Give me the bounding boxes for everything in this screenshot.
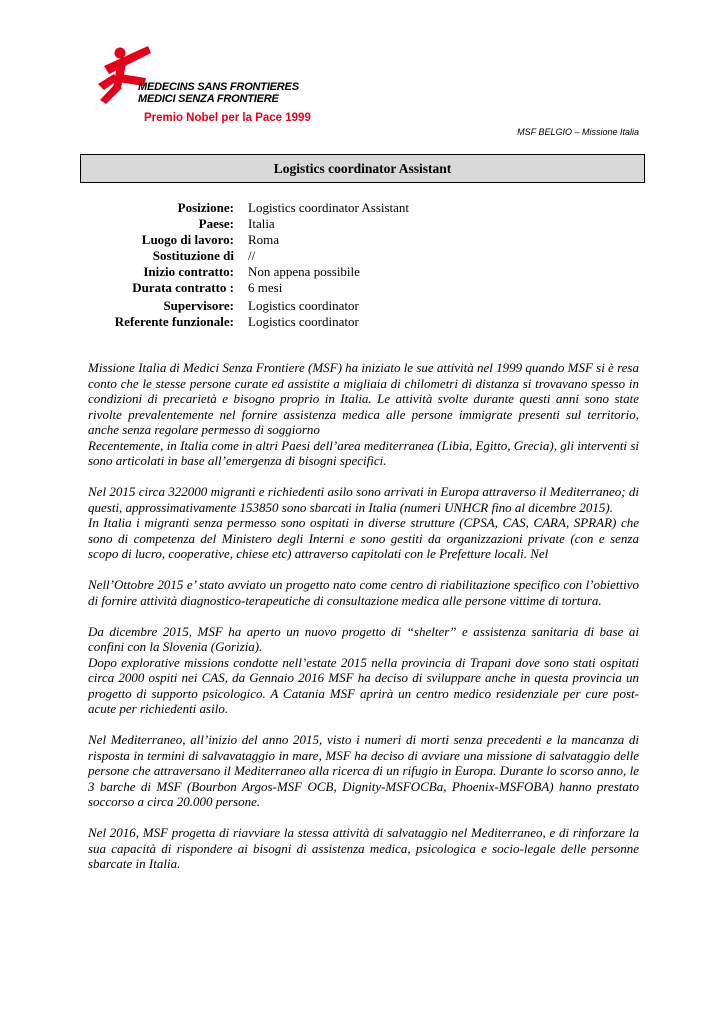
- info-value: Non appena possibile: [248, 264, 360, 279]
- info-row-country: [0, 216, 725, 232]
- paragraph: Missione Italia di Medici Senza Frontiere (MSF) ha iniziato le sue attività nel 1999 quando MSF si è resa conto che le stesse persone curate ed assistite a migliaia di chilometri di distanza si trovavano spesso in condizioni di precarietà e bisogno proprio in Italia. Le attività svolte durante questi anni sono state rivolte prevalentemente nel fornire assistenza medica alle persone immigrate presenti sul territorio, anche senza regolare permesso di soggiorno: [88, 360, 639, 437]
- info-value: Logistics coordinator Assistant: [248, 200, 410, 215]
- paragraph: Nel Mediterraneo, all’inizio del anno 2015, visto i numeri di morti senza precedenti e la mancanza di risposta in termini di salvavataggio in mare, MSF ha deciso di avviare una missione di salvataggio delle persone che attraversano il Mediterraneo alla ricerca di un rifugio in Europa. Durante lo scorso anno, le 3 barche di MSF (Bourbon Argos-MSF OCB, Dignity-MSFOCBa, Phoenix-MSFOBA) hanno prestato soccorso a circa 20.000 persone.: [88, 732, 639, 809]
- info-value: Roma: [248, 232, 280, 247]
- logo-nobel-text: Premio Nobel per la Pace 1999: [144, 112, 311, 124]
- paragraph: Nel 2016, MSF progetta di riavviare la stessa attività di salvataggio nel Mediterraneo, e di rinforzare la sua capacità di rispondere ai bisogni di assistenza medica, psicologica e socio-legale delle personne sbarcate in Italia.: [88, 825, 639, 871]
- logo-line-2: MEDICI SENZA FRONTIERE: [138, 93, 279, 105]
- info-row-duration: [0, 280, 725, 296]
- header-mission-label: MSF BELGIO – Missione Italia: [517, 127, 639, 137]
- paragraph: Dopo explorative missions condotte nell’estate 2015 nella provincia di Trapani dove sono stati ospitati circa 2000 ospiti nei CAS, da Gennaio 2016 MSF ha deciso di sviluppare anche in questa provincia un progetto di supporto psicologico. A Catania MSF aprirà un centro medico residenziale per cure post-acute per richiedenti asilo.: [88, 654, 639, 716]
- info-label: Supervisore:: [163, 298, 234, 313]
- document-title: Logistics coordinator Assistant: [273, 160, 452, 176]
- job-info-table: [0, 200, 725, 330]
- info-label: Durata contratto :: [132, 280, 234, 295]
- info-value: Italia: [248, 216, 275, 231]
- info-value: Logistics coordinator: [248, 314, 359, 329]
- info-label: Luogo di lavoro:: [141, 232, 234, 247]
- info-value: //: [248, 248, 256, 263]
- info-value: Logistics coordinator: [248, 298, 359, 313]
- info-row-position: [0, 200, 725, 216]
- info-label: Posizione:: [177, 200, 234, 215]
- info-label: Referente funzionale:: [114, 314, 234, 329]
- info-row-supervisor: [0, 298, 725, 314]
- body-text: [88, 360, 639, 872]
- paragraph: Nel 2015 circa 322000 migranti e richiedenti asilo sono arrivati in Europa attraverso il Mediterraneo; di questi, approssimativamente 153850 sono sbarcati in Italia (numeri UNHCR fino al dicembre 2015).: [88, 484, 639, 515]
- info-row-functional-referent: [0, 314, 725, 330]
- paragraph: Nell’Ottobre 2015 e’ stato avviato un progetto nato come centro di riabilitazione specifico con l’obiettivo di fornire attività diagnostico-terapeutiche di consultazione medica alle persone vittime di tortura.: [88, 577, 639, 608]
- info-value: 6 mesi: [248, 280, 283, 295]
- paragraph: Recentemente, in Italia come in altri Paesi dell’area mediterranea (Libia, Egitto, Grecia), gli interventi si sono articolati in base all’emergenza di bisogni specifici.: [88, 437, 639, 468]
- info-label: Inizio contratto:: [143, 264, 234, 279]
- logo-line-1: MEDECINS SANS FRONTIERES: [138, 81, 299, 93]
- info-row-start: [0, 264, 725, 280]
- info-row-workplace: [0, 232, 725, 248]
- paragraph: In Italia i migranti senza permesso sono ospitati in diverse strutture (CPSA, CAS, CARA, SPRAR) che sono di competenza del Ministero degli Interni e sono gestiti da organizzazioni private (con e senza scopo di lucro, cooperative, chiese etc) attraverso capitolati con le Prefetture locali. Nel: [88, 515, 639, 561]
- info-row-replacement: [0, 248, 725, 264]
- document-title-box: [80, 154, 645, 183]
- paragraph: Da dicembre 2015, MSF ha aperto un nuovo progetto di “shelter” e assistenza sanitaria di base ai confini con la Slovenia (Gorizia).: [88, 623, 639, 654]
- info-label: Paese:: [198, 216, 234, 231]
- msf-logo: [96, 44, 311, 134]
- info-label: Sostituzione di: [152, 248, 234, 263]
